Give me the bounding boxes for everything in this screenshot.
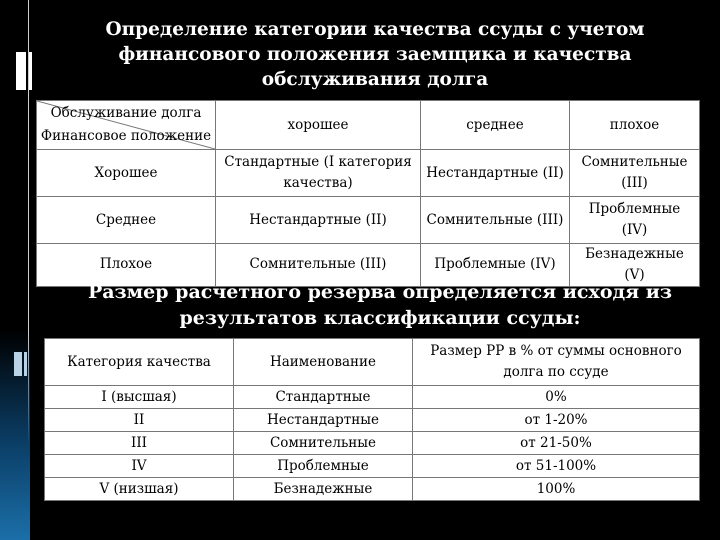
- column-header: хорошее: [216, 101, 421, 150]
- table-cell: Сомнительные (III): [421, 197, 570, 244]
- table-cell: Проблемные (IV): [570, 197, 700, 244]
- decorative-bar-blue-thin: [24, 352, 27, 376]
- table-header-row: [37, 101, 700, 150]
- percent-cell: 100%: [413, 478, 700, 501]
- corner-top-label: Обслуживание долга: [50, 105, 202, 121]
- table-cell: Стандартные (I категория качества): [216, 150, 421, 197]
- column-header: Размер РР в % от суммы основного долга по ссуде: [413, 339, 700, 386]
- name-cell: Нестандартные: [234, 409, 413, 432]
- category-cell: II: [45, 409, 234, 432]
- table-row: [45, 386, 700, 409]
- section-subtitle: Размер расчетного резерва определяется исходя из результатов классификации ссуды:: [87, 281, 673, 329]
- decorative-bar-blue: [14, 352, 22, 376]
- name-cell: Проблемные: [234, 455, 413, 478]
- decorative-bar-thin: [29, 52, 32, 90]
- percent-cell: от 21-50%: [413, 432, 700, 455]
- table-row: [37, 150, 700, 197]
- category-cell: I (высшая): [45, 386, 234, 409]
- row-label: Хорошее: [37, 150, 216, 197]
- corner-bottom-label: Финансовое положение: [40, 128, 212, 145]
- table-row: [45, 432, 700, 455]
- table-row: [45, 409, 700, 432]
- row-label: Среднее: [37, 197, 216, 244]
- table-row: [37, 197, 700, 244]
- table-cell: Проблемные (IV): [421, 244, 570, 287]
- category-cell: IV: [45, 455, 234, 478]
- table-cell: Нестандартные (II): [216, 197, 421, 244]
- decorative-bar: [16, 52, 26, 90]
- category-cell: V (низшая): [45, 478, 234, 501]
- reserve-table: [44, 338, 700, 501]
- name-cell: Стандартные: [234, 386, 413, 409]
- percent-cell: от 1-20%: [413, 409, 700, 432]
- percent-cell: от 51-100%: [413, 455, 700, 478]
- table-cell: Сомнительные (III): [216, 244, 421, 287]
- table-header-row: [45, 339, 700, 386]
- column-header: Категория качества: [45, 339, 234, 386]
- corner-header-cell: [37, 101, 216, 150]
- table-row: [45, 455, 700, 478]
- table-cell: Безнадежные (V): [570, 244, 700, 287]
- column-header: среднее: [421, 101, 570, 150]
- name-cell: Безнадежные: [234, 478, 413, 501]
- quality-matrix-table: [36, 100, 700, 287]
- row-label: Плохое: [37, 244, 216, 287]
- percent-cell: 0%: [413, 386, 700, 409]
- column-header: плохое: [570, 101, 700, 150]
- table-cell: Нестандартные (II): [421, 150, 570, 197]
- slide-title: Определение категории качества ссуды с учетом финансового положения заемщика и качества обслуживания долга: [105, 19, 645, 90]
- table-row: [45, 478, 700, 501]
- table-cell: Сомнительные (III): [570, 150, 700, 197]
- column-header: Наименование: [234, 339, 413, 386]
- category-cell: III: [45, 432, 234, 455]
- name-cell: Сомнительные: [234, 432, 413, 455]
